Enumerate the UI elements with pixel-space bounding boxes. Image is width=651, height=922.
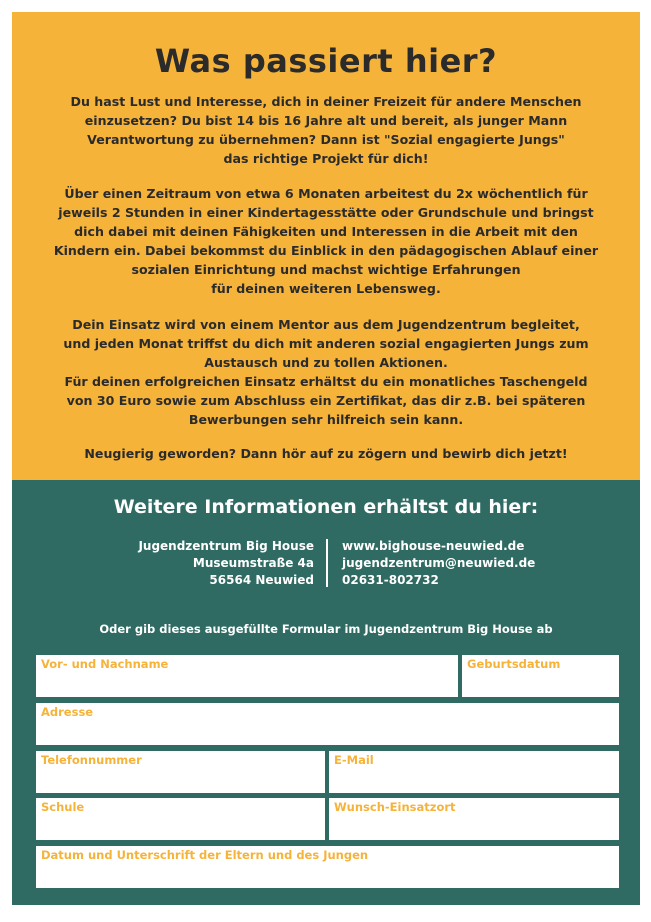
email-field[interactable] (329, 751, 619, 793)
text-line: von 30 Euro sowie zum Abschluss ein Zertifikat, das dir z.B. bei späteren (66, 393, 586, 408)
intro-paragraph-2 (32, 184, 620, 298)
signature-field[interactable] (36, 846, 619, 888)
address-block (138, 538, 314, 589)
address-field[interactable] (36, 703, 619, 745)
info-section (12, 480, 640, 905)
name-field[interactable] (36, 655, 458, 697)
text-line: jeweils 2 Stunden in einer Kindertagesstätte oder Grundschule und bringst (58, 205, 594, 220)
text-line: dich dabei mit deinen Fähigkeiten und Interessen in die Arbeit mit den (74, 224, 578, 239)
call-to-action (32, 444, 620, 463)
text-line: Verantwortung zu übernehmen? Dann ist "Sozial engagierte Jungs" (87, 132, 565, 147)
text-line: das richtige Projekt für dich! (223, 151, 429, 166)
intro-paragraph-3 (32, 315, 620, 429)
phone-number: 02631-802732 (342, 573, 439, 587)
email-field-label: E-Mail (334, 753, 374, 767)
text-line: und jeden Monat triffst du dich mit anderen sozial engagierten Jungs zum (63, 336, 589, 351)
birthdate-field-label: Geburtsdatum (467, 657, 561, 671)
location-field-label: Wunsch-Einsatzort (334, 800, 456, 814)
address-field-label: Adresse (41, 705, 94, 719)
text-line: Neugierig geworden? Dann hör auf zu zögern und bewirb dich jetzt! (84, 446, 568, 461)
address-line: Jugendzentrum Big House (138, 539, 314, 553)
school-field-label: Schule (41, 800, 85, 814)
text-line: Bewerbungen sehr hilfreich sein kann. (188, 412, 464, 427)
contact-block (342, 538, 535, 589)
website-link[interactable]: www.bighouse-neuwied.de (342, 539, 525, 553)
info-heading: Weitere Informationen erhältst du hier: (113, 496, 539, 518)
birthdate-field[interactable] (462, 655, 619, 697)
text-line: einzusetzen? Du bist 14 bis 16 Jahre alt und bereit, als junger Mann (84, 113, 568, 128)
location-field[interactable] (329, 798, 619, 840)
text-line: Kindern ein. Dabei bekommst du Einblick in den pädagogischen Ablauf einer (53, 243, 599, 258)
text-line: Austausch und zu tollen Aktionen. (204, 355, 448, 370)
text-line: Für deinen erfolgreichen Einsatz erhältst du ein monatliches Taschengeld (64, 374, 588, 389)
phone-field[interactable] (36, 751, 325, 793)
address-line: 56564 Neuwied (209, 573, 314, 587)
phone-field-label: Telefonnummer (41, 753, 142, 767)
text-line: für deinen weiteren Lebensweg. (211, 281, 441, 296)
name-field-label: Vor- und Nachname (41, 657, 169, 671)
page-title: Was passiert hier? (154, 42, 498, 80)
email-link[interactable]: jugendzentrum@neuwied.de (342, 556, 536, 570)
text-line: Über einen Zeitraum von etwa 6 Monaten arbeitest du 2x wöchentlich für (64, 186, 588, 201)
text-line: sozialen Einrichtung und machst wichtige Erfahrungen (131, 262, 521, 277)
text-line: Dein Einsatz wird von einem Mentor aus dem Jugendzentrum begleitet, (72, 317, 580, 332)
school-field[interactable] (36, 798, 325, 840)
contact-divider (326, 539, 328, 587)
intro-section (12, 12, 640, 480)
text-line: Du hast Lust und Interesse, dich in deiner Freizeit für andere Menschen (70, 94, 582, 109)
signature-field-label: Datum und Unterschrift der Eltern und des Jungen (41, 848, 369, 862)
intro-paragraph-1 (32, 92, 620, 168)
form-note: Oder gib dieses ausgefüllte Formular im Jugendzentrum Big House ab (99, 622, 553, 636)
address-line: Museumstraße 4a (192, 556, 314, 570)
